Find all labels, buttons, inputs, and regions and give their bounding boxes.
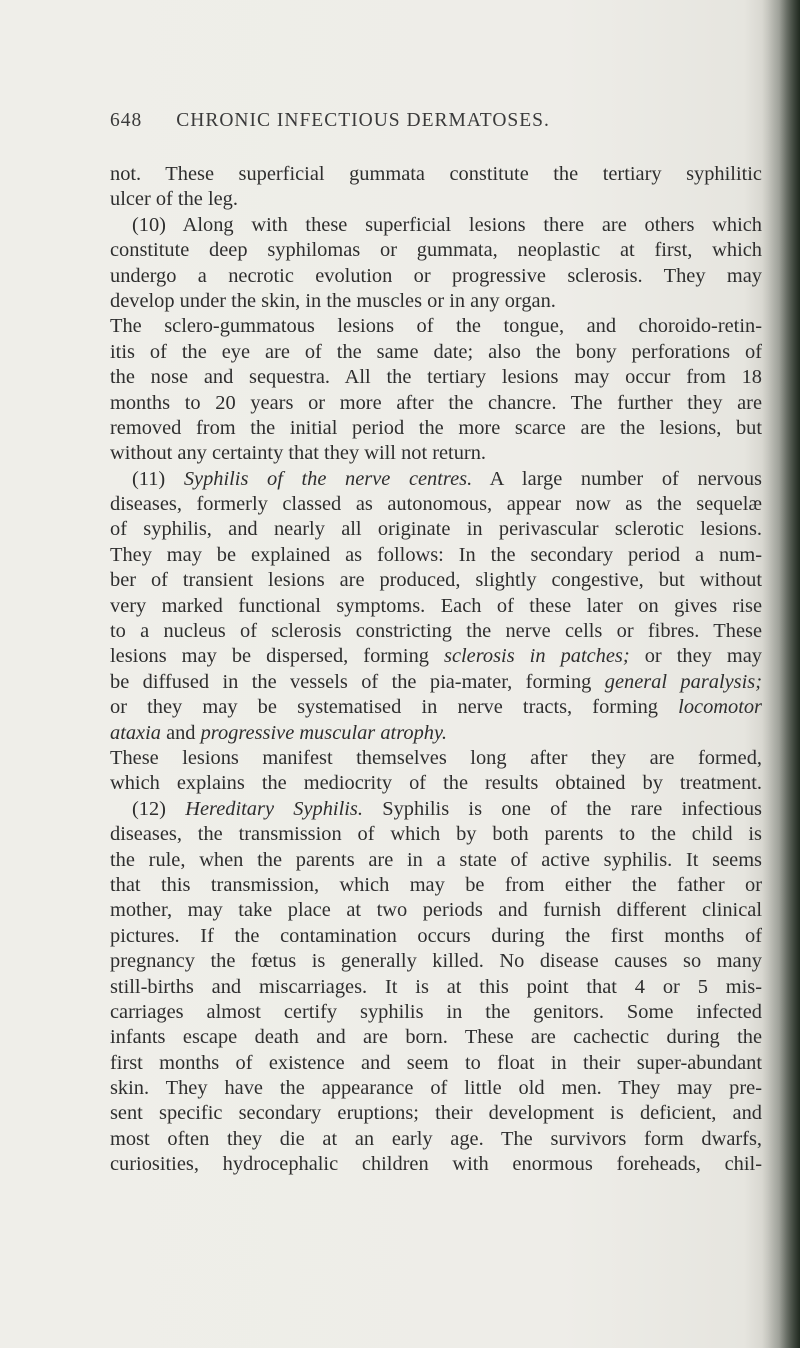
text-line bbox=[110, 695, 762, 720]
running-title: CHRONIC INFECTIOUS DERMATOSES. bbox=[176, 110, 550, 131]
text-line bbox=[110, 670, 762, 695]
text-line: ulcer of the leg. bbox=[110, 188, 238, 211]
italic-phrase: progressive muscular atrophy. bbox=[200, 721, 447, 744]
text-line: the nose and sequestra. All the tertiary lesions may occur from 18 bbox=[110, 366, 762, 389]
text-line: without any certainty that they will not return. bbox=[110, 442, 487, 465]
text-line: sent specific secondary eruptions; their development is deficient, and bbox=[110, 1102, 762, 1125]
text-line: The sclero-gummatous lesions of the tongue, and choroido-retin- bbox=[110, 315, 762, 338]
text-line: develop under the skin, in the muscles or in any organ. bbox=[110, 289, 556, 312]
text-line: that this transmission, which may be from either the father or bbox=[110, 873, 762, 896]
text-line: removed from the initial period the more scarce are the lesions, but bbox=[110, 416, 762, 439]
text-line: pictures. If the contamination occurs during the first months of bbox=[110, 924, 762, 947]
running-head bbox=[110, 110, 760, 140]
italic-phrase: locomotor bbox=[678, 696, 762, 719]
text-line: pregnancy the fœtus is generally killed. No disease causes so many bbox=[110, 950, 762, 973]
text-line: to a nucleus of sclerosis constricting the nerve cells or fibres. These bbox=[110, 620, 762, 643]
page-number: 648 bbox=[110, 110, 143, 131]
text-run: be diffused in the vessels of the pia-mater, forming bbox=[110, 670, 605, 693]
page-edge-shadow bbox=[762, 0, 800, 1348]
text-line: These lesions manifest themselves long after they are formed, bbox=[110, 746, 762, 769]
text-line: of syphilis, and nearly all originate in perivascular sclerotic lesions. bbox=[110, 518, 762, 541]
text-line: itis of the eye are of the same date; also the bony perforations of bbox=[110, 340, 762, 363]
text-line: most often they die at an early age. The survivors form dwarfs, bbox=[110, 1127, 762, 1150]
text-run: (11) bbox=[132, 467, 184, 490]
text-line: diseases, the transmission of which by both parents to the child is bbox=[110, 823, 762, 846]
text-line: the rule, when the parents are in a state of active syphilis. It seems bbox=[110, 848, 762, 871]
text-line: They may be explained as follows: In the secondary period a num- bbox=[110, 543, 762, 566]
text-line: ber of transient lesions are produced, slightly congestive, but without bbox=[110, 569, 762, 592]
text-run: or they may be systematised in nerve tracts, forming bbox=[110, 696, 679, 719]
text-run: A large number of nervous bbox=[472, 467, 762, 490]
text-line: undergo a necrotic evolution or progressive sclerosis. They may bbox=[110, 264, 762, 287]
text-run: (12) bbox=[132, 797, 186, 820]
text-line: first months of existence and seem to float in their super-abundant bbox=[110, 1051, 762, 1074]
text-line bbox=[110, 644, 762, 669]
text-run: or they may bbox=[629, 645, 762, 668]
text-line: very marked functional symptoms. Each of these later on gives rise bbox=[110, 594, 762, 617]
text-line: infants escape death and are born. These are cachectic during the bbox=[110, 1026, 762, 1049]
text-line: diseases, formerly classed as autonomous, appear now as the sequelæ bbox=[110, 493, 762, 516]
text-run: lesions may be dispersed, forming bbox=[110, 645, 445, 668]
text-run: and bbox=[160, 721, 201, 744]
text-line: mother, may take place at two periods and furnish different clinical bbox=[110, 899, 762, 922]
text-line: curiosities, hydrocephalic children with enormous foreheads, chil- bbox=[110, 1153, 762, 1176]
italic-phrase: ataxia bbox=[110, 721, 161, 744]
italic-phrase: general paralysis; bbox=[604, 670, 762, 693]
text-line bbox=[110, 797, 762, 822]
italic-phrase: sclerosis in patches; bbox=[444, 645, 630, 668]
text-line bbox=[110, 467, 762, 492]
italic-phrase: Hereditary Syphilis. bbox=[185, 797, 363, 820]
text-run: Syphilis is one of the rare infectious bbox=[362, 797, 762, 820]
text-line: constitute deep syphilomas or gummata, neoplastic at first, which bbox=[110, 239, 762, 262]
text-line: months to 20 years or more after the chancre. The further they are bbox=[110, 391, 762, 414]
text-line: still-births and miscarriages. It is at this point that 4 or 5 mis- bbox=[110, 975, 762, 998]
text-line: skin. They have the appearance of little old men. They may pre- bbox=[110, 1077, 762, 1100]
text-line: carriages almost certify syphilis in the genitors. Some infected bbox=[110, 1000, 762, 1023]
body-text bbox=[110, 162, 762, 1178]
italic-phrase: Syphilis of the nerve centres. bbox=[183, 467, 473, 490]
text-line: not. These superficial gummata constitute the tertiary syphilitic bbox=[110, 163, 762, 185]
text-line bbox=[110, 721, 762, 746]
text-line: (10) Along with these superficial lesions there are others which bbox=[132, 213, 762, 236]
text-line: which explains the mediocrity of the results obtained by treatment. bbox=[110, 772, 762, 795]
